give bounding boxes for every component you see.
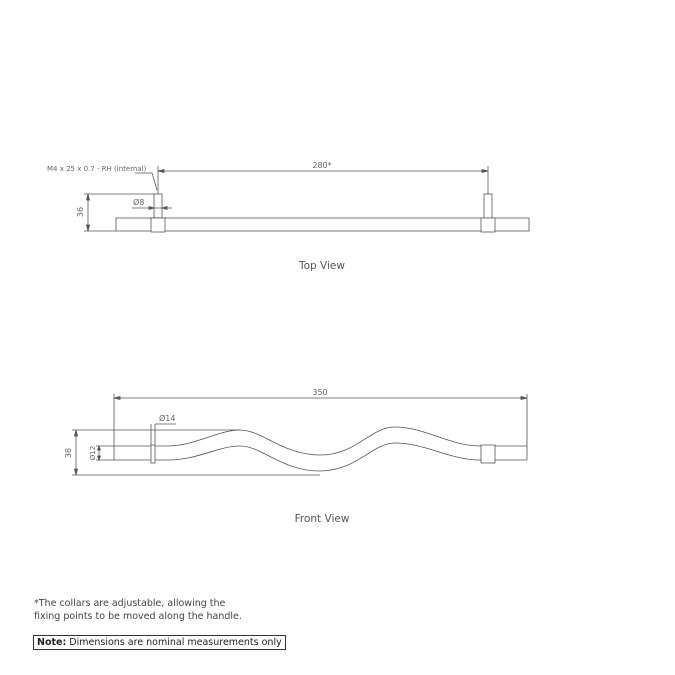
post-diameter-label: Ø8 <box>133 198 145 207</box>
front-view-wave-lower <box>168 443 480 471</box>
nominal-note-label: Note: <box>37 637 67 648</box>
thread-note: M4 x 25 x 0.7 - RH (internal) <box>47 165 147 173</box>
length-dimension-label: 350 <box>312 388 328 397</box>
nominal-note-box <box>33 635 286 650</box>
top-view-right-post <box>484 194 492 218</box>
top-height-dimension-label: 36 <box>76 206 85 218</box>
front-view-right-collar <box>481 445 495 463</box>
collar-diameter-label: Ø14 <box>159 414 176 423</box>
rod-diameter-label: Ø12 <box>89 445 97 461</box>
top-view-rod <box>116 218 529 231</box>
top-view-caption: Top View <box>299 260 345 272</box>
front-view-caption: Front View <box>294 513 350 525</box>
top-view-left-collar <box>151 218 165 232</box>
nominal-note-text: Dimensions are nominal measurements only <box>69 637 282 648</box>
collars-note-line-1: *The collars are adjustable, allowing the <box>34 598 226 609</box>
front-view-left-collar <box>151 445 155 463</box>
front-height-dimension-label: 38 <box>64 447 73 459</box>
centers-dimension-label: 280* <box>312 161 332 170</box>
collars-note-line-2: fixing points to be moved along the handle. <box>34 611 242 622</box>
top-view-left-post <box>154 194 162 218</box>
collars-note <box>34 597 294 623</box>
top-view-right-collar <box>481 218 495 232</box>
